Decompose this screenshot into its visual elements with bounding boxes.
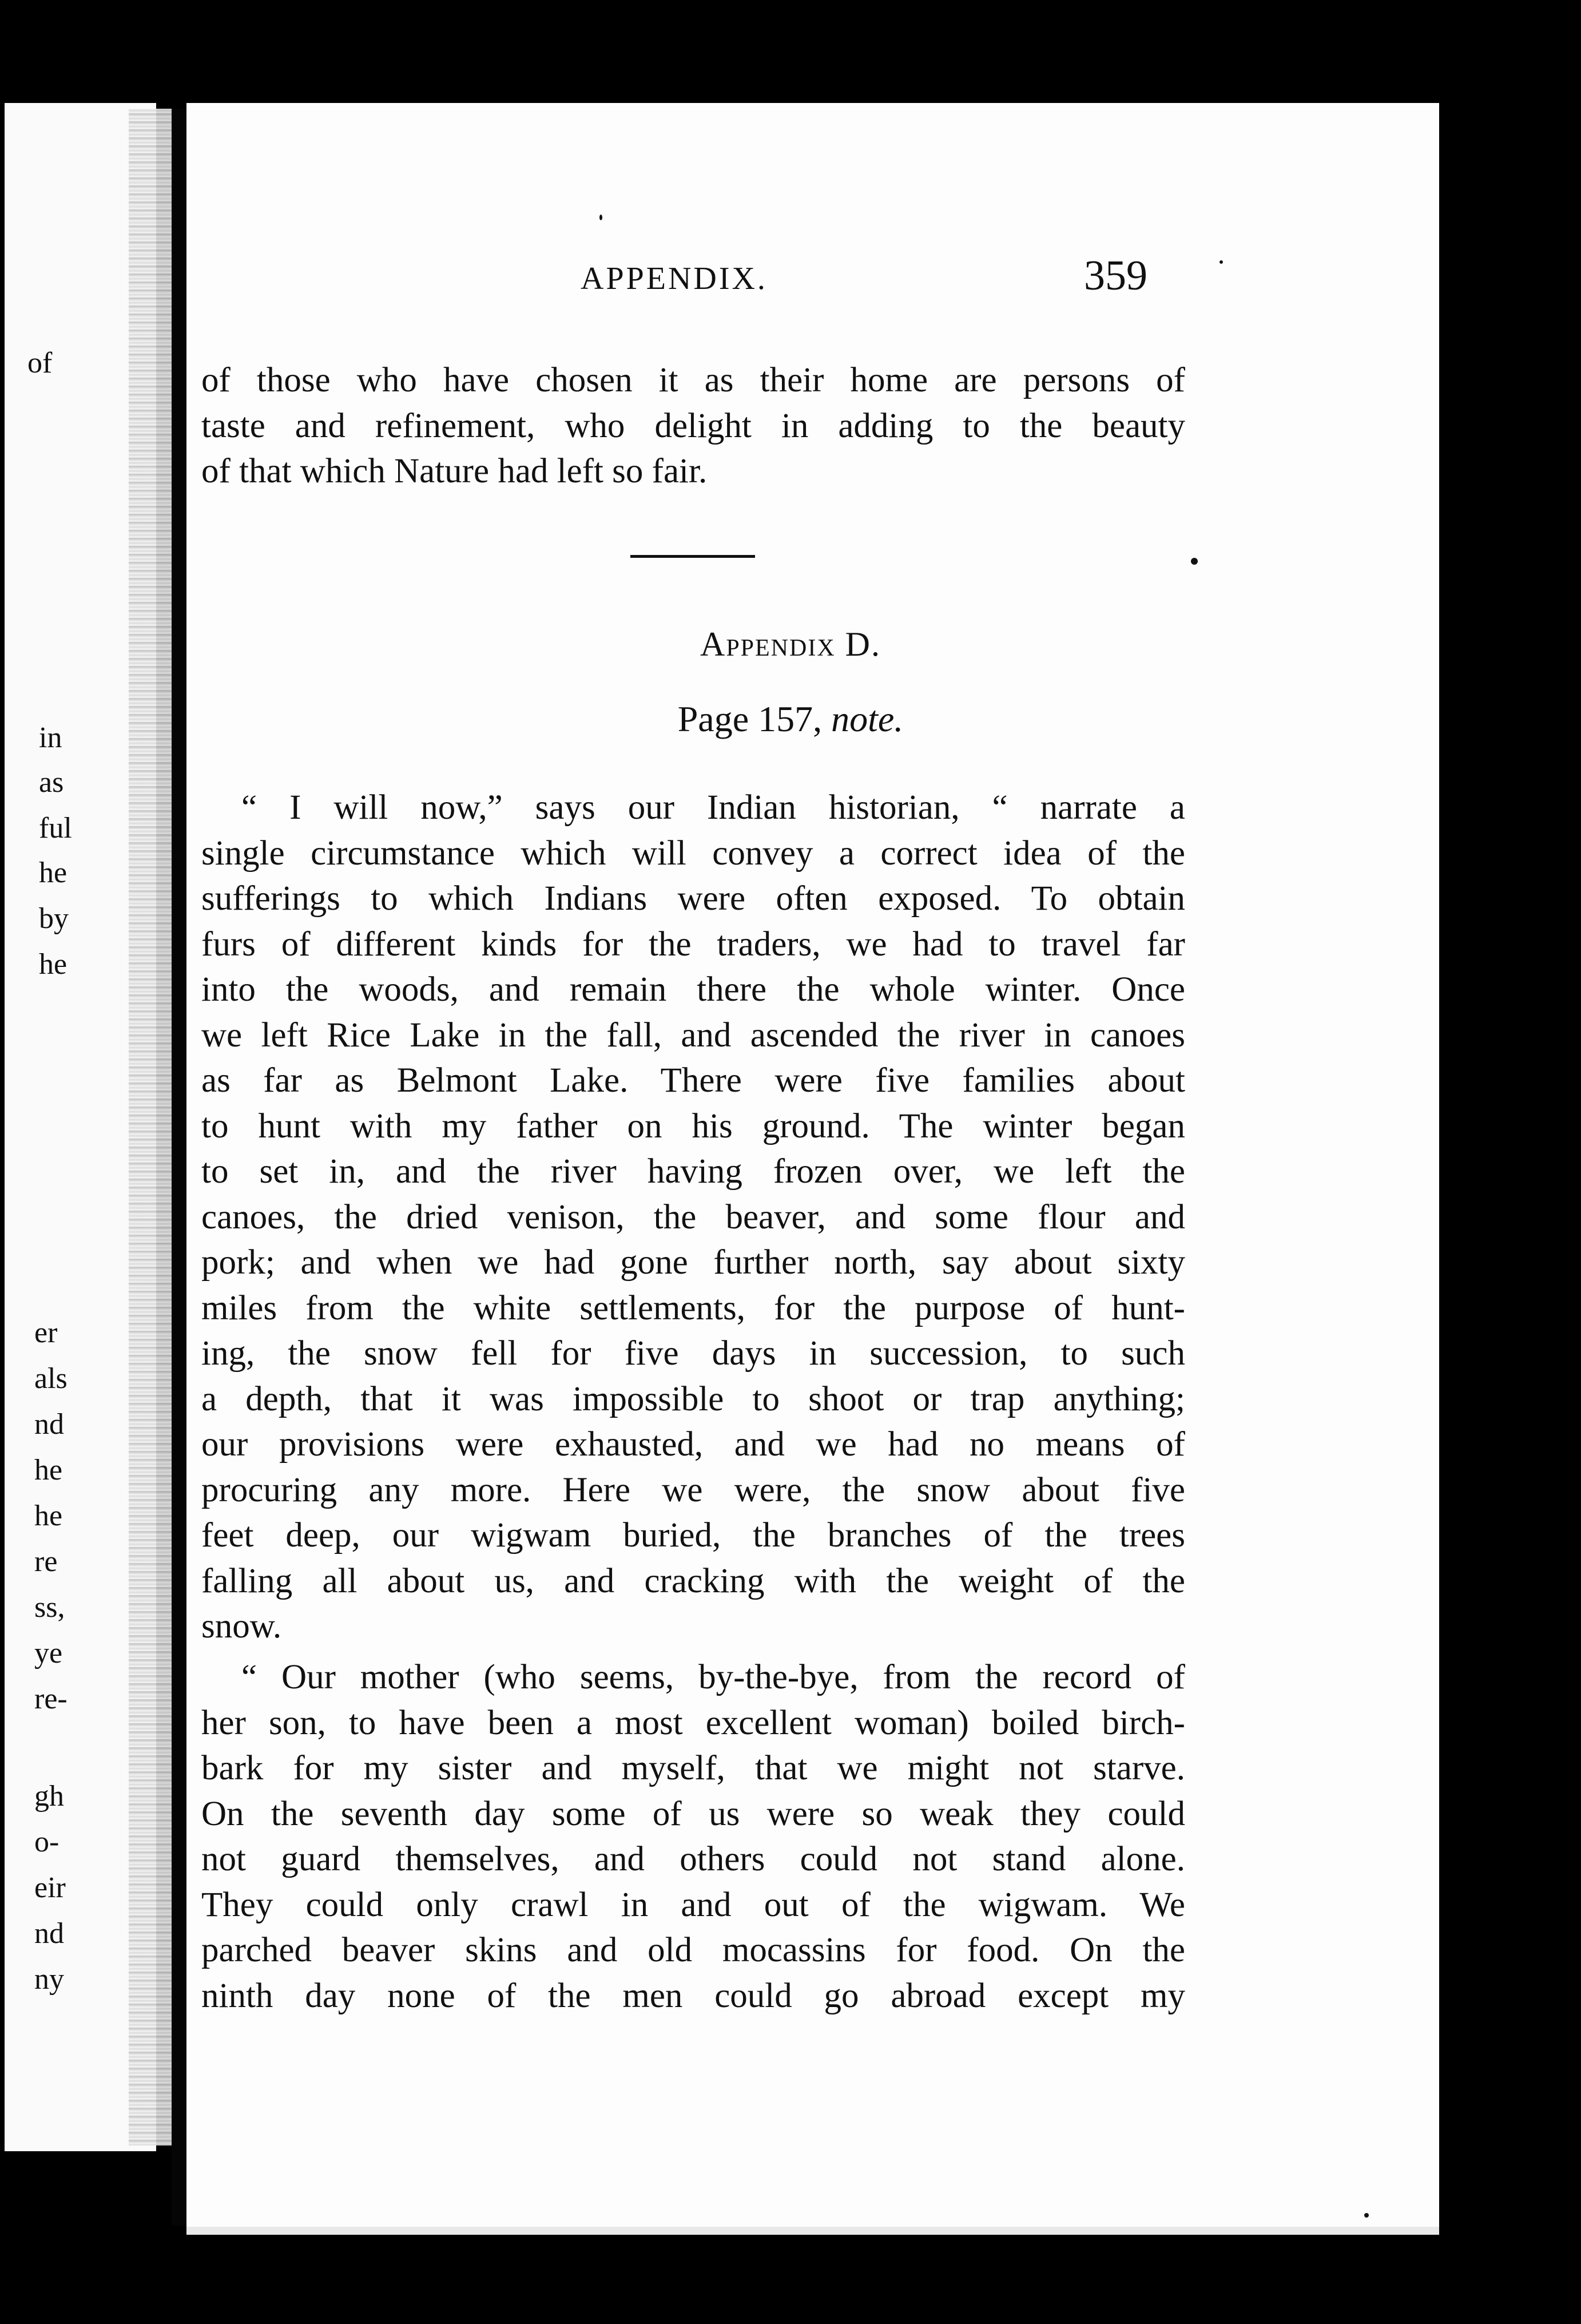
fragment: he <box>39 856 67 889</box>
text-line: “ I will now,” says our Indian historian, “ narrate a <box>241 788 1185 827</box>
running-title: APPENDIX. <box>581 261 768 296</box>
text-line: of those who have chosen it as their home are persons of <box>201 361 1185 399</box>
text-line: as far as Belmont Lake. There were five families about <box>201 1061 1185 1100</box>
fragment: ss, <box>34 1591 65 1624</box>
text-line: procuring any more. Here we were, the snow about five <box>201 1470 1185 1509</box>
text-line: taste and refinement, who delight in adding to the beauty <box>201 406 1185 445</box>
text-line: sufferings to which Indians were often exposed. To obtain <box>201 879 1185 918</box>
scan-speck <box>1364 2213 1369 2218</box>
text-line: falling all about us, and cracking with the weight of the <box>201 1561 1185 1600</box>
paragraph-1 <box>201 785 1185 1649</box>
page-reference-text: Page 157, <box>677 699 823 739</box>
scan-speck <box>1219 260 1223 264</box>
binding-shadow <box>172 109 186 2226</box>
text-line: miles from the white settlements, for the purpose of hunt- <box>201 1288 1185 1327</box>
fragment: ny <box>34 1963 64 1996</box>
text-line: we left Rice Lake in the fall, and ascended the river in canoes <box>201 1016 1185 1054</box>
paragraph-2 <box>201 1655 1185 2018</box>
page-number: 359 <box>1084 252 1147 299</box>
text-line: a depth, that it was impossible to shoot or trap anything; <box>201 1379 1185 1418</box>
text-line: snow. <box>201 1607 282 1645</box>
fragment: he <box>34 1500 63 1532</box>
page-reference <box>0 698 1581 740</box>
page-reference-note: note. <box>831 699 904 739</box>
fragment: ye <box>34 1637 63 1669</box>
text-line: parched beaver skins and old mocassins for food. On the <box>201 1931 1185 1969</box>
fragment: nd <box>34 1408 64 1441</box>
text-line: her son, to have been a most excellent woman) boiled birch- <box>201 1703 1185 1742</box>
scan-speck <box>599 215 602 220</box>
fragment: ful <box>39 812 72 844</box>
text-line: single circumstance which will convey a correct idea of the <box>201 834 1185 873</box>
text-line: to set in, and the river having frozen over, we left the <box>201 1152 1185 1191</box>
text-line: into the woods, and remain there the whole winter. Once <box>201 970 1185 1009</box>
fragment: by <box>39 902 69 935</box>
fragment: er <box>34 1316 58 1349</box>
fragment: of <box>27 347 53 379</box>
text-line: ing, the snow fell for five days in succession, to such <box>201 1334 1185 1373</box>
fragment: as <box>39 766 64 799</box>
opening-paragraph <box>201 358 1185 494</box>
text-line: canoes, the dried venison, the beaver, and some flour and <box>201 1197 1185 1236</box>
fragment: re <box>34 1545 58 1578</box>
scan-speck <box>1191 558 1198 565</box>
fragment: re- <box>34 1683 67 1715</box>
fragment: he <box>39 948 67 981</box>
fragment: in <box>39 721 62 754</box>
text-line: of that which Nature had left so fair. <box>201 452 708 490</box>
text-line: our provisions were exhausted, and we had no means of <box>201 1425 1185 1464</box>
fragment: o- <box>34 1826 59 1858</box>
fragment: he <box>34 1454 63 1486</box>
fragment: nd <box>34 1917 64 1950</box>
text-line: On the seventh day some of us were so weak they could <box>201 1794 1185 1833</box>
appendix-heading: Appendix D. <box>700 625 881 663</box>
text-line: “ Our mother (who seems, by-the-bye, from the record of <box>241 1658 1185 1696</box>
fragment: als <box>34 1362 67 1395</box>
fragment: eir <box>34 1871 66 1904</box>
text-line: not guard themselves, and others could not stand alone. <box>201 1840 1185 1878</box>
section-divider <box>630 555 755 558</box>
text-line: to hunt with my father on his ground. The winter began <box>201 1107 1185 1145</box>
fragment: gh <box>34 1780 64 1813</box>
page-bottom-edge <box>186 2227 1439 2235</box>
text-line: ninth day none of the men could go abroad except my <box>201 1976 1185 2015</box>
text-line: bark for my sister and myself, that we might not starve. <box>201 1749 1185 1787</box>
text-line: furs of different kinds for the traders, we had to travel far <box>201 925 1185 963</box>
text-line: pork; and when we had gone further north, say about sixty <box>201 1243 1185 1282</box>
text-line: They could only crawl in and out of the wigwam. We <box>201 1885 1185 1924</box>
text-line: feet deep, our wigwam buried, the branches of the trees <box>201 1516 1185 1554</box>
